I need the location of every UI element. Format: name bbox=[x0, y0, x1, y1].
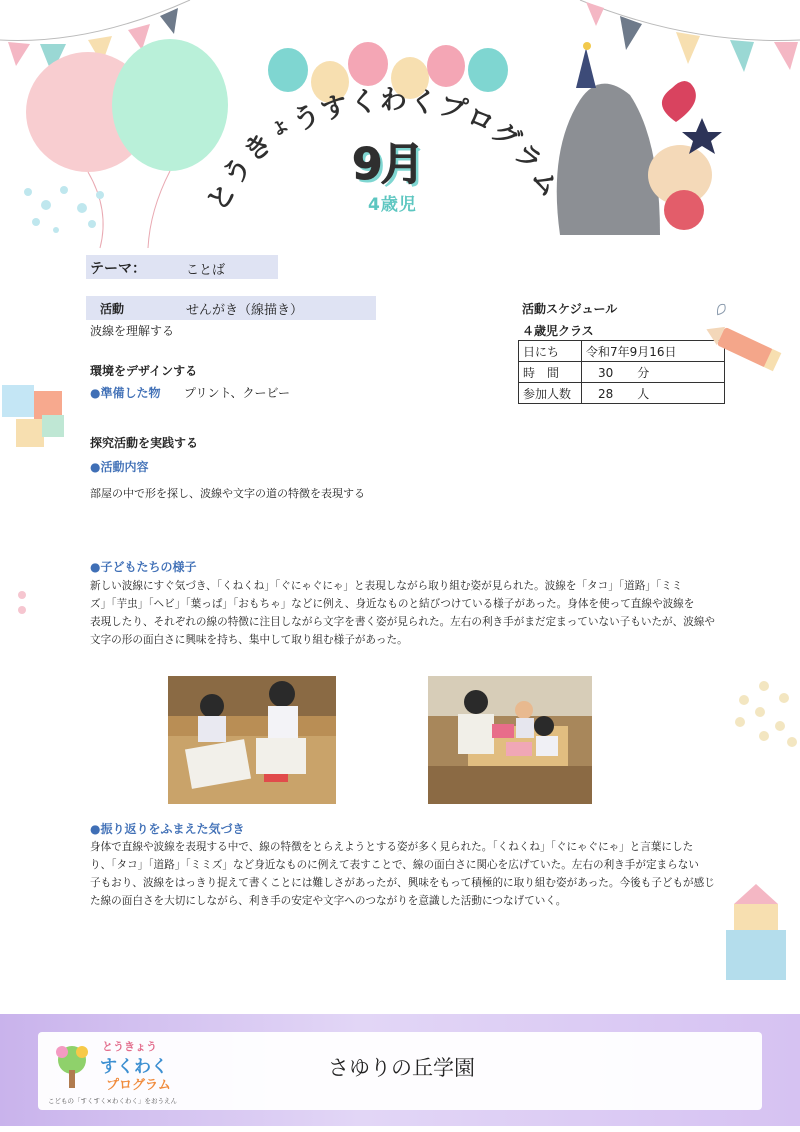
arc-char: ょ bbox=[263, 110, 295, 142]
arc-char: う bbox=[217, 151, 259, 192]
children-label: ●子どもたちの様子 bbox=[90, 560, 197, 574]
text-line: 新しい波線にすぐ気づき、「くねくね」「ぐにゃぐにゃ」と表現しながら取り組む姿が見られた。波線を「タコ」「道路」「ミミ bbox=[90, 580, 683, 592]
text-line: 子もおり、波線をはっきり捉えて書くことには難しさがあったが、興味をもって積極的に取り組む姿があった。今後も子どもが感じ bbox=[90, 877, 715, 889]
arc-char: と bbox=[201, 177, 243, 217]
table-cell: 30 分 bbox=[582, 362, 725, 383]
logo-line1: とうきょう bbox=[102, 1040, 157, 1053]
content-label: ●活動内容 bbox=[90, 460, 149, 474]
logo-tagline: こどもの「すくすく×わくわく」をおうえん bbox=[48, 1097, 177, 1105]
program-logo bbox=[48, 1038, 198, 1106]
table-cell: 時 間 bbox=[519, 362, 582, 383]
schedule-heading: 活動スケジュール bbox=[522, 302, 618, 316]
practice-heading: 探究活動を実践する bbox=[90, 436, 199, 450]
text-line: ズ」「芋虫」「ヘビ」「葉っぱ」「おもちゃ」などに例え、身近なものと結びつけている様子があった。身体を使って直線や波線を bbox=[90, 598, 695, 610]
school-name: さゆりの丘学園 bbox=[328, 1056, 475, 1080]
arc-char: く bbox=[406, 84, 439, 121]
table-cell: 令和7年9月16日 bbox=[582, 341, 725, 362]
arc-char: ラ bbox=[506, 137, 548, 179]
arc-char: ロ bbox=[461, 100, 500, 141]
reflection-label: ●振り返りをふまえた気づき bbox=[90, 822, 245, 836]
text-line: 文字の形の面白さに興味を持ち、集中して取り組む様子があった。 bbox=[90, 634, 408, 646]
side-decoration bbox=[0, 290, 800, 1010]
content-text: 部屋の中で形を探し、波線や文字の道の特徴を表現する bbox=[90, 487, 365, 500]
schedule-class: ４歳児クラス bbox=[522, 324, 594, 338]
text-line: た線の面白さを大切にしながら、利き手の安定や文字へのつながりを意識した活動につなげていく。 bbox=[90, 895, 567, 907]
arc-char: グ bbox=[485, 115, 526, 157]
arc-char: わ bbox=[379, 84, 408, 117]
environment-heading: 環境をデザインする bbox=[90, 364, 198, 378]
month-title: 9月 bbox=[352, 139, 423, 190]
arc-char: プ bbox=[434, 89, 471, 128]
arc-char: う bbox=[288, 98, 325, 138]
table-cell: 参加人数 bbox=[519, 383, 582, 404]
theme-label: テーマ： bbox=[90, 261, 146, 277]
logo-line3: プログラム bbox=[106, 1078, 171, 1093]
logo-line2: すくわく bbox=[100, 1057, 168, 1077]
activity-value: せんがき（線描き） bbox=[186, 303, 304, 318]
text-line: り、「タコ」「道路」「ミミズ」など身近なものに例えて表すことで、線の面白さに関心を広げていた。左右の利き手が定まらない bbox=[90, 859, 699, 871]
age-label: 4歳児 bbox=[368, 195, 417, 215]
arc-char: く bbox=[348, 85, 379, 120]
activity-goal: 波線を理解する bbox=[90, 324, 175, 338]
table-cell: 28 人 bbox=[582, 383, 725, 404]
text-line: 身体で直線や波線を表現する中で、線の特徴をとらえようとする姿が多く見られた。「くねくね」「ぐにゃぐにゃ」と言葉にした bbox=[90, 841, 694, 853]
theme-value: ことば bbox=[186, 263, 226, 278]
activity-label: 活動 bbox=[100, 302, 125, 316]
tree-logo-icon bbox=[48, 1042, 98, 1092]
table-cell: 日にち bbox=[519, 341, 582, 362]
arc-char: す bbox=[317, 90, 352, 127]
arc-char: ム bbox=[524, 163, 566, 204]
prep-value: プリント、クービー bbox=[184, 386, 290, 400]
text-line: 表現したり、それぞれの線の特徴に注目しながら文字を書く姿が見られた。左右の利き手がまだ定まっていない子もいたが、波線や bbox=[90, 616, 716, 628]
prep-label: ●準備した物 bbox=[90, 386, 161, 400]
arc-char: き bbox=[238, 127, 279, 169]
